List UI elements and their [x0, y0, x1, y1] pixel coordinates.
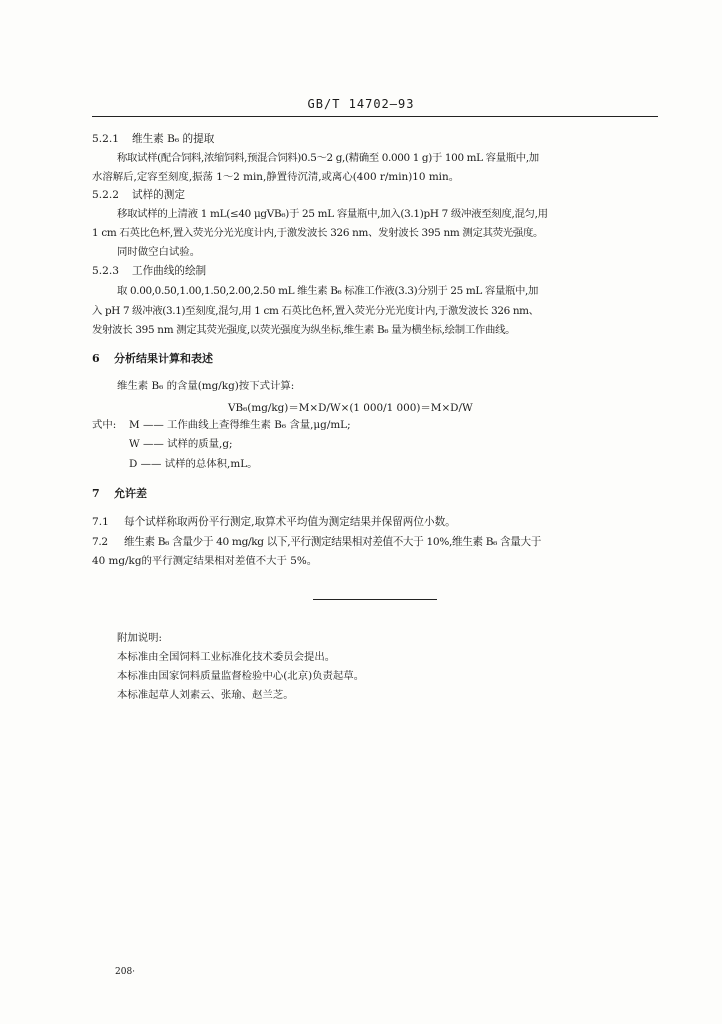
- section-number: 5.2.2: [92, 189, 119, 201]
- paragraph-line: 1 cm 石英比色杯,置入荧光分光光度计内,于激发波长 326 nm、发射波长 395 nm 测定其荧光强度。: [92, 227, 544, 239]
- variable-definition: D —— 试样的总体积,mL。: [129, 458, 258, 470]
- note-line: 本标准由国家饲料质量监督检验中心(北京)负责起草。: [117, 670, 365, 682]
- page-number: 208·: [115, 967, 136, 977]
- standard-code-header: GB/T 14702—93: [307, 97, 415, 111]
- section-number: 7: [92, 487, 100, 500]
- section-number: 5.2.1: [92, 133, 119, 145]
- note-line: 本标准由全国饲料工业标准化技术委员会提出。: [117, 651, 336, 663]
- section-6-heading: [92, 350, 213, 366]
- section-title: 试样的测定: [132, 189, 185, 201]
- section-number: 5.2.3: [92, 265, 119, 277]
- paragraph-line: 水溶解后,定容至刻度,振荡 1～2 min,静置待沉清,或离心(400 r/min)10 min。: [92, 171, 460, 183]
- variable-definition: W —— 试样的质量,g;: [129, 438, 233, 450]
- variable-definition: M —— 工作曲线上查得维生素 B₆ 含量,μg/mL;: [129, 419, 351, 431]
- formula: VB₆(mg/kg)＝M×D/W×(1 000/1 000)＝M×D/W: [228, 402, 473, 414]
- clause-number: 7.1: [92, 516, 109, 528]
- paragraph-line: 称取试样(配合饲料,浓缩饲料,预混合饲料)0.5～2 g,(精确至 0.000 1 g)于 100 mL 容量瓶中,加: [117, 152, 539, 164]
- end-rule: [313, 599, 437, 600]
- paragraph-line: 同时做空白试验。: [117, 246, 201, 258]
- clause-text: 维生素 B₆ 含量少于 40 mg/kg 以下,平行测定结果相对差值不大于 10%,维生素 B₆ 含量大于: [124, 536, 542, 548]
- notes-title: 附加说明:: [117, 632, 163, 644]
- section-5-2-2-heading: [92, 188, 185, 202]
- clause-7-2: [92, 535, 541, 549]
- clause-text: 每个试样称取两份平行测定,取算术平均值为测定结果并保留两位小数。: [124, 516, 456, 528]
- note-line: 本标准起草人刘素云、张瑜、赵兰芝。: [117, 689, 294, 701]
- paragraph-line: 取 0.00,0.50,1.00,1.50,2.00,2.50 mL 维生素 B₆ 标准工作液(3.3)分别于 25 mL 容量瓶中,加: [117, 285, 539, 297]
- section-number: 6: [92, 352, 100, 365]
- paragraph-line: 发射波长 395 nm 测定其荧光强度,以荧光强度为纵坐标,维生素 B₆ 量为横坐标,绘制工作曲线。: [92, 324, 516, 336]
- formula-intro: 维生素 B₆ 的含量(mg/kg)按下式计算:: [117, 380, 295, 392]
- section-7-heading: [92, 485, 147, 501]
- section-title: 工作曲线的绘制: [132, 265, 207, 277]
- paragraph-line: 40 mg/kg的平行测定结果相对差值不大于 5%。: [92, 555, 318, 567]
- section-title: 分析结果计算和表述: [114, 352, 213, 365]
- paragraph-line: 入 pH 7 级冲液(3.1)至刻度,混匀,用 1 cm 石英比色杯,置入荧光分光光度计内,于激发波长 326 nm、: [92, 305, 539, 317]
- section-title: 维生素 B₆ 的提取: [132, 133, 215, 145]
- header-rule: [92, 116, 658, 117]
- section-title: 允许差: [114, 487, 147, 500]
- where-label: 式中:: [92, 419, 117, 431]
- section-5-2-3-heading: [92, 264, 206, 278]
- section-5-2-1-heading: [92, 132, 214, 146]
- clause-7-1: [92, 515, 456, 529]
- paragraph-line: 移取试样的上清液 1 mL(≤40 μgVB₆)于 25 mL 容量瓶中,加入(3.1)pH 7 级冲液至刻度,混匀,用: [117, 208, 548, 220]
- clause-number: 7.2: [92, 536, 108, 548]
